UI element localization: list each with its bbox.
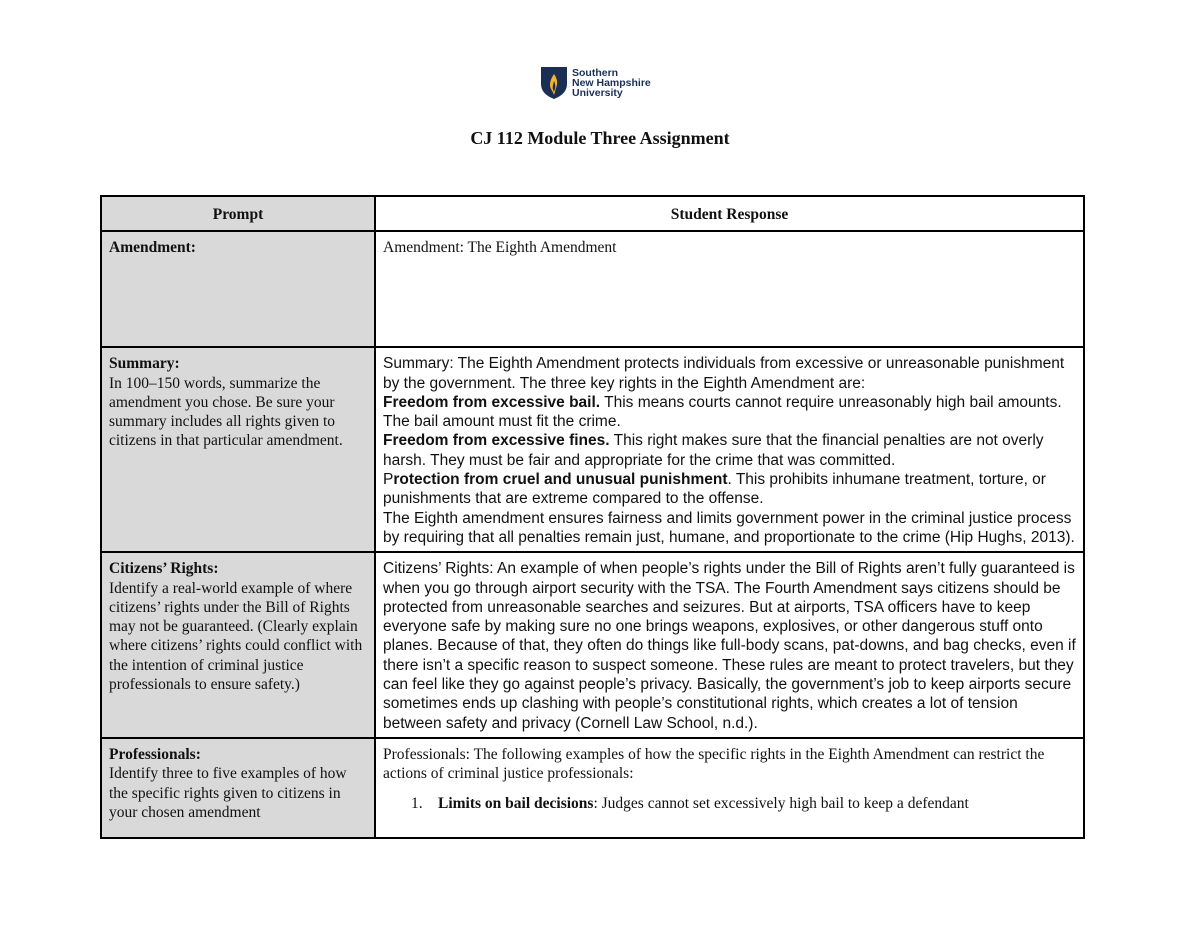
summary-prompt: In 100–150 words, summarize the amendment you chose. Be sure your summary includes all rights given to citizens in that particular amendment. [109, 374, 343, 450]
amendment-prompt-cell [101, 231, 375, 347]
list-item-title: Limits on bail decisions [438, 794, 594, 812]
right-2-text: This right makes sure that the financial penalties are not overly harsh. They must be fair and appropriate for the crime that was committed. [383, 432, 1044, 469]
summary-conclusion: The Eighth amendment ensures fairness and limits government power in the criminal justice process by requiring that all penalties remain just, humane, and proportionate to the crime (Hip Hughs, 2013). [383, 509, 1075, 546]
right-3-title: rotection from cruel and unusual punishment [393, 471, 728, 489]
professionals-list [411, 794, 1076, 813]
professionals-row [101, 738, 1084, 838]
assignment-table [100, 195, 1085, 839]
response-header: Student Response [375, 196, 1084, 231]
summary-response-cell[interactable] [375, 347, 1084, 552]
list-item-text: : Judges cannot set excessively high bail to keep a defendant [593, 794, 969, 812]
summary-right-2 [383, 431, 1076, 470]
citizens-label: Citizens’ Rights: [109, 560, 219, 578]
right-2-title: Freedom from excessive fines. [383, 432, 610, 450]
list-item-number: 1. [411, 794, 423, 812]
prompt-header: Prompt [101, 196, 375, 231]
logo-line-2: New Hampshire [572, 77, 651, 89]
professionals-response: Professionals: The following examples of how the specific rights in the Eighth Amendment can restrict the actions of criminal justice professionals: [383, 745, 1045, 783]
right-3-text: . This prohibits inhumane treatment, torture, or punishments that are extreme compared to the offense. [383, 471, 1046, 508]
amendment-response-cell[interactable] [375, 231, 1084, 347]
right-1-text: This means courts cannot require unreasonably high bail amounts. The bail amount must fit the crime. [383, 393, 1062, 431]
professionals-prompt: Identify three to five examples of how the specific rights given to citizens in your chosen amendment [109, 765, 347, 821]
summary-prompt-cell [101, 347, 375, 552]
university-logo [540, 66, 651, 100]
right-3-first-letter: P [383, 471, 394, 489]
summary-right-3 [383, 470, 1076, 509]
professionals-response-cell[interactable] [375, 738, 1084, 838]
logo-line-3: University [572, 87, 623, 99]
citizens-response: Citizens’ Rights: An example of when people’s rights under the Bill of Rights aren’t fully guaranteed is when you go through airport security with the TSA. The Fourth Amendment says citizens should be protected from unreasonable searches and seizures. But at airports, TSA officers have to keep everyone safe by making sure no one brings weapons, explosives, or other dangerous stuff onto planes. Because of that, they often do things like full-body scans, pat-downs, and bag checks, even if there isn’t a specific reason to suspect someone. These rules are meant to protect travelers, but they can feel like they go against people’s privacy. Basically, the government’s job to keep airports secure sometimes ends up clashing with people’s constitutional rights, which creates a lot of tension between safety and privacy (Cornell Law School, n.d.). [383, 560, 1076, 732]
summary-right-1 [383, 393, 1076, 432]
right-1-title: Freedom from excessive bail. [383, 393, 601, 411]
amendment-response: Amendment: The Eighth Amendment [383, 239, 617, 257]
citizens-row [101, 552, 1084, 738]
list-item [411, 794, 1076, 813]
amendment-label: Amendment: [109, 239, 196, 257]
logo-wordmark [572, 68, 651, 98]
summary-row [101, 347, 1084, 552]
amendment-row [101, 231, 1084, 347]
summary-label: Summary: [109, 355, 180, 373]
page-title: CJ 112 Module Three Assignment [470, 128, 730, 148]
shield-icon [540, 66, 568, 100]
citizens-prompt: Identify a real-world example of where citizens’ rights under the Bill of Rights may not be guaranteed. (Clearly explain where citizens’ rights could conflict with the intention of criminal justice professionals to ensure safety.) [109, 579, 363, 694]
header-row [101, 196, 1084, 231]
professionals-label: Professionals: [109, 745, 201, 763]
citizens-prompt-cell [101, 552, 375, 738]
summary-intro: Summary: The Eighth Amendment protects individuals from excessive or unreasonable punishment by the government. The three key rights in the Eighth Amendment are: [383, 355, 1065, 392]
logo-line-1: Southern [572, 67, 619, 79]
professionals-prompt-cell [101, 738, 375, 838]
citizens-response-cell[interactable] [375, 552, 1084, 738]
